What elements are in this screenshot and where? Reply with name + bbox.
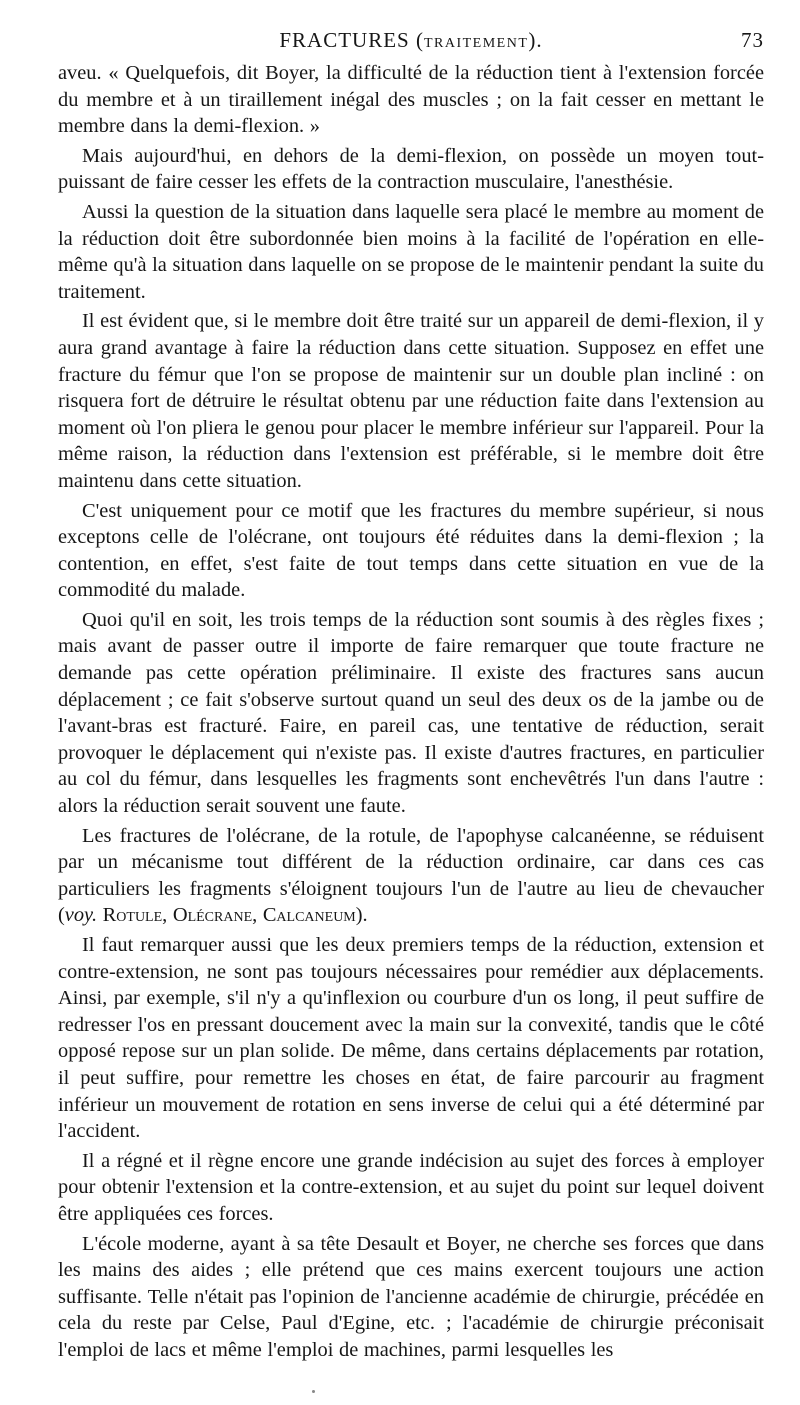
crossref-voy: voy. (64, 904, 98, 927)
running-title-small: TRAITEMENT (423, 36, 529, 51)
paragraph-3: Aussi la question de la situation dans laquelle sera placé le membre au moment de la réduction doit être subordonnée bien moins à la facilité de l'opération en elle-même qu'à la situation dans laquelle on se propose de le maintenir pendant la suite du traitement. (58, 200, 764, 303)
paragraph-1: aveu. « Quelquefois, dit Boyer, la difficulté de la réduction tient à l'extension forcée du membre et à un tiraillement inégal des muscles ; on la fait cesser en mettant le membre dans la demi-flexion. » (58, 62, 764, 138)
paragraph-4: Il est évident que, si le membre doit être traité sur un appareil de demi-flexion, il y aura grand avantage à faire la réduction dans cette situation. Supposez en effet une fracture du fémur que l'on se propose de maintenir sur un double plan incliné : on risquera fort de détruire le résultat obtenu par une réduction faite dans l'extension au moment où l'on pliera le genou pour placer le membre inférieur sur l'appareil. Pour la même raison, la réduction dans l'extension est préférable, si le membre doit être maintenu dans cette situation. (58, 310, 764, 492)
paragraph-8: Il faut remarquer aussi que les deux premiers temps de la réduction, extension et contre-extension, ne sont pas toujours nécessaires pour remédier aux déplacements. Ainsi, par exemple, s'il n'y a qu'inflexion ou courbure d'un os long, il peut suffire de redresser l'os en pressant doucement avec la main sur la convexité, tandis que le côté opposé repose sur un plan solide. De même, dans certains déplacements par rotation, il peut suffire, pour remettre les choses en état, de faire parcourir au fragment inférieur un mouvement de rotation en sens inverse de celui qui a été déterminé par l'accident. (58, 934, 764, 1143)
paragraph-7-text: Les fractures de l'olécrane, de la rotule, de l'apophyse calcanéenne, se réduisent par un mécanisme tout différent de la réduction ordinaire, car dans ces cas particuliers les fragments s'éloignent toujours l'un de l'autre au lieu de chevaucher ( (58, 824, 764, 927)
paragraph-5: C'est uniquement pour ce motif que les fractures du membre supérieur, si nous exceptons celle de l'olécrane, ont toujours été réduites dans la demi-flexion ; la contention, en effet, s'est faite de tout temps dans cette situation en vue de la commodité du malade. (58, 499, 764, 602)
running-title-end: ). (528, 28, 543, 52)
crossref-list: Rotule, Olécrane, Calcaneum (97, 904, 356, 927)
crossref-close: ). (355, 904, 368, 927)
paragraph-6: Quoi qu'il en soit, les trois temps de la réduction sont soumis à des règles fixes ; mais avant de passer outre il importe de faire remarquer que toute fracture ne demande pas cette opération préliminaire. Il existe des fractures sans aucun déplacement ; ce fait s'observe surtout quand un seul des deux os de la jambe ou de l'avant-bras est fracturé. Faire, en pareil cas, une tentative de réduction, serait provoquer le déplacement qui n'existe pas. Il existe d'autres fractures, en particulier au col du fémur, dans lesquelles les fragments sont enchevêtrés l'un dans l'autre : alors la réduction serait souvent une faute. (58, 608, 764, 818)
paragraph-9: Il a régné et il règne encore une grande indécision au sujet des forces à employer pour obtenir l'extension et la contre-extension, et au sujet du point sur lequel doivent être appliquées ces forces. (58, 1149, 764, 1225)
running-title-main: FRACTURES ( (279, 28, 424, 52)
paragraph-10: L'école moderne, ayant à sa tête Desault et Boyer, ne cherche ses forces que dans les mains des aides ; elle prétend que ces mains exercent toujours une action suffisante. Telle n'était pas l'opinion de l'ancienne académie de chirurgie, précédée en cela du reste par Celse, Paul d'Egine, etc. ; l'académie de chirurgie préconisait l'emploi de lacs et même l'emploi de machines, parmi lesquelles les (58, 1232, 764, 1361)
paragraph-2: Mais aujourd'hui, en dehors de la demi-flexion, on possède un moyen tout-puissant de faire cesser les effets de la contraction musculaire, l'anesthésie. (58, 144, 764, 194)
print-speck (312, 1390, 315, 1393)
body-text (58, 60, 764, 1364)
page-number: 73 (741, 28, 764, 52)
running-title (58, 28, 764, 53)
running-header (58, 24, 764, 60)
paragraph-7 (58, 823, 764, 929)
page (58, 24, 764, 1364)
